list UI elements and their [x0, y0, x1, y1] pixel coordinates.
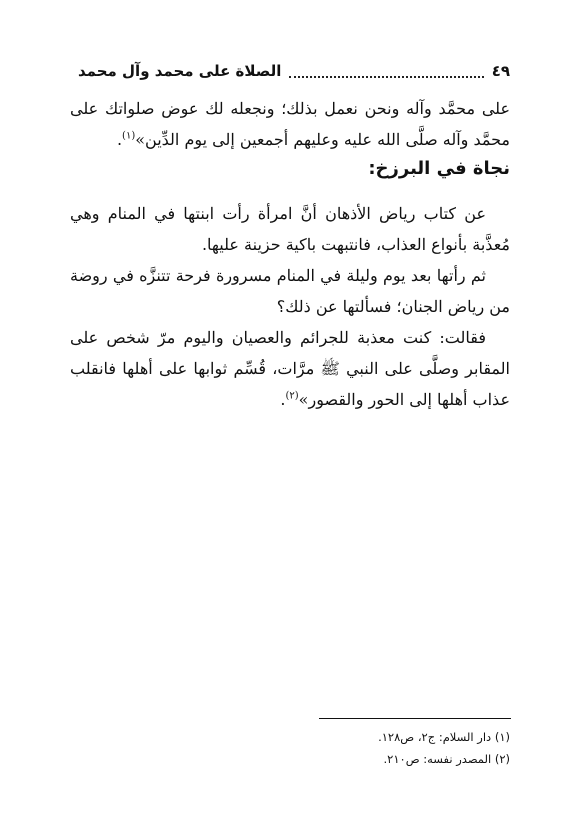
paragraph-end: . [280, 390, 286, 409]
paragraph-continuation [70, 93, 510, 155]
paragraph-text: على محمَّد وآله ونحن نعمل بذلك؛ ونجعله لك عوض صلواتك على محمَّد وآله صلَّى الله عليه وعليهم أجمعين إلى يوم الدِّين» [70, 99, 510, 149]
footnote-marker: (١) [494, 730, 510, 744]
paragraph-answer [70, 322, 510, 415]
paragraph-end: . [116, 130, 123, 149]
paragraph-dream: عن كتاب رياض الأذهان أنَّ امرأة رأت ابنتها في المنام وهي مُعذَّبة بأنواع العذاب، فانتبهت باكية حزينة عليها. [70, 204, 510, 254]
header-title: الصلاة على محمد وآل محمد [78, 62, 282, 80]
footnote-1 [250, 726, 510, 748]
paragraph-second-dream: ثم رأتها بعد يوم وليلة في المنام مسرورة فرحة تتنزَّه في روضة من رياض الجنان؛ فسألتها عن ذلك؟ [70, 266, 510, 316]
footnote-2 [250, 748, 510, 770]
footnote-text: دار السلام: ج٢، ص١٢٨. [378, 730, 492, 744]
running-header [78, 58, 510, 84]
footnote-divider [319, 718, 511, 719]
footnotes [250, 726, 510, 770]
paragraph-text: فقالت: كنت معذبة للجرائم والعصيان واليوم مرّ شخص على المقابر وصلَّى على النبي ﷺ مرَّات، قُسِّم ثوابها على أهلها فانقلب عذاب أهلها إلى الحور والقصور» [70, 328, 510, 409]
footnote-marker: (٢) [494, 752, 510, 766]
section-heading: نجاة في البرزخ: [368, 158, 510, 179]
header-leader-dots [289, 64, 483, 78]
footnote-ref-1: (١) [122, 130, 136, 142]
footnote-ref-2: (٢) [285, 390, 299, 402]
page-number: ٤٩ [491, 62, 510, 80]
footnote-text: المصدر نفسه: ص٢١٠. [383, 752, 492, 766]
